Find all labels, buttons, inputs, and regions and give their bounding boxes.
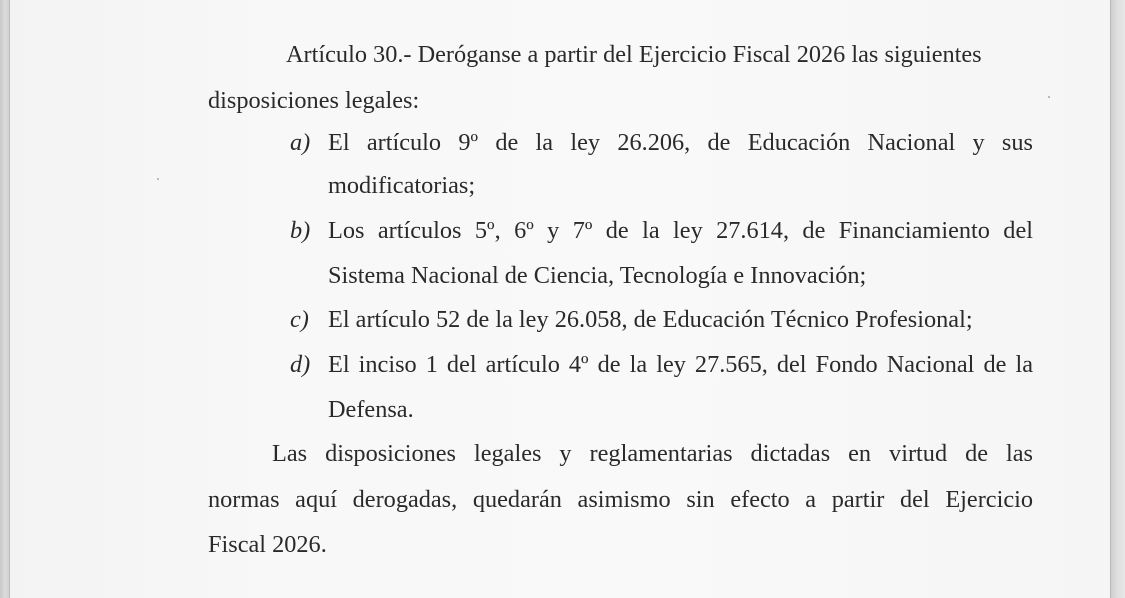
list-item-marker: c)	[290, 306, 309, 333]
list-item-text: El artículo 9º de la ley 26.206, de Educación Nacional y sus	[328, 129, 1033, 156]
list-item-text-continuation: Sistema Nacional de Ciencia, Tecnología e Innovación;	[328, 262, 867, 289]
list-item-text: Los artículos 5º, 6º y 7º de la ley 27.614, de Financiamiento del	[328, 217, 1033, 244]
closing-paragraph-line: normas aquí derogadas, quedarán asimismo sin efecto a partir del Ejercicio	[208, 486, 1033, 513]
article-heading: Artículo 30.- Deróganse a partir del Ejercicio Fiscal 2026 las siguientes	[286, 41, 982, 68]
list-item-text-continuation: Defensa.	[328, 396, 414, 423]
list-item-text: El inciso 1 del artículo 4º de la ley 27.565, del Fondo Nacional de la	[328, 351, 1033, 378]
list-item-text-continuation: modificatorias;	[328, 172, 476, 199]
list-item-text: El artículo 52 de la ley 26.058, de Educación Técnico Profesional;	[328, 306, 973, 333]
right-page-edge	[1110, 0, 1125, 598]
list-item-marker: a)	[290, 129, 311, 156]
closing-paragraph-line: Las disposiciones legales y reglamentarias dictadas en virtud de las	[272, 440, 1033, 467]
scan-speck	[157, 178, 159, 180]
closing-paragraph-line: Fiscal 2026.	[208, 531, 327, 558]
list-item-marker: d)	[290, 351, 311, 378]
left-page-margin	[0, 0, 10, 598]
scan-speck	[1048, 96, 1050, 98]
list-item-marker: b)	[290, 217, 311, 244]
article-heading-continuation: disposiciones legales:	[208, 87, 420, 114]
